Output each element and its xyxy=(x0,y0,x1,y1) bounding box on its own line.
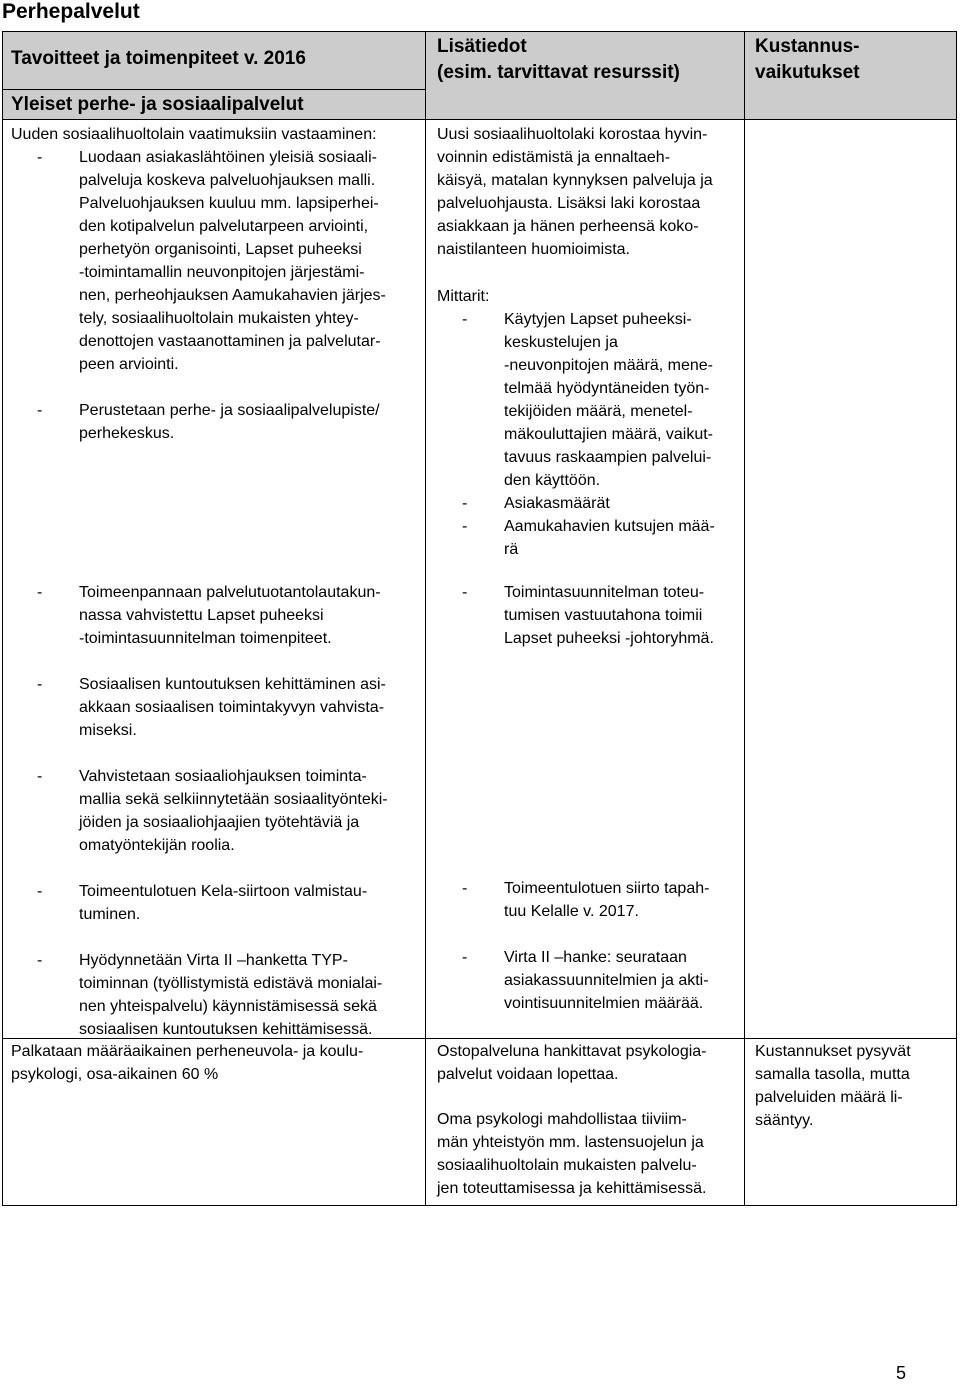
info-item: - Toimintasuunnitelman toteu- tumisen vastuutahona toimii Lapset puheeksi -johtoryhmä. xyxy=(462,581,714,650)
goal-item: - Sosiaalisen kuntoutuksen kehittäminen asi- akkaan sosiaalisen toimintakyvyn vahvista- miseksi. xyxy=(37,673,388,742)
goal-item: - Toimeentulotuen Kela-siirtoon valmistau- tuminen. xyxy=(37,880,388,926)
goal-item: - Luodaan asiakaslähtöinen yleisiä sosiaali- palveluja koskeva palveluohjauksen malli. Palveluohjauksen kuuluu mm. lapsiperhei- den kotipalvelun palvelutarpeen arviointi, perhetyön organisointi, Lapset puheeksi -toimintamallin neuvonpitojen järjestämi- nen, perheohjauksen Aamukahavien järjes- tely, sosiaalihuoltolain mukaisten yhtey- denottojen vastaanottaminen ja palvelutar- peen arviointi. xyxy=(37,146,386,376)
metric-item: - Käytyjen Lapset puheeksi- keskustelujen ja -neuvonpitojen määrä, mene- telmää hyödyntäneiden työn- tekijöiden määrä, menetel- mäkouluttajien määrä, vaikut- tavuus raskaampien palvelui- den käyttöön. xyxy=(462,308,715,492)
metric-item: - Asiakasmäärät xyxy=(462,492,715,515)
table-col-divider-1 xyxy=(425,31,426,1206)
table-border-bottom xyxy=(2,1205,957,1206)
goals-list-2 xyxy=(37,581,388,1041)
page-title: Perhepalvelut xyxy=(2,0,140,23)
info-paragraph: Uusi sosiaalihuoltolaki korostaa hyvin- voinnin edistämistä ja ennaltaeh- käisyä, matalan kynnyksen palveluja ja palveluohjausta. Lisäksi laki korostaa asiakkaan ja hänen perheensä koko- naistilanteen huomioimista. xyxy=(437,126,713,258)
page-number: 5 xyxy=(895,1363,906,1383)
goals-intro: Uuden sosiaalihuoltolain vaatimuksiin vastaaminen: xyxy=(11,126,377,143)
metrics-list xyxy=(462,308,715,561)
metrics-label: Mittarit: xyxy=(437,288,490,305)
table-rule-header xyxy=(2,119,957,120)
header-cost-effects: Kustannus- vaikutukset xyxy=(755,36,860,83)
goal-item: - Toimeenpannaan palvelutuotantolautakun- nassa vahvistettu Lapset puheeksi -toimintasuunnitelman toimenpiteet. xyxy=(37,581,388,650)
metric-item: - Aamukahavien kutsujen mää- rä xyxy=(462,515,715,561)
goal-item: - Vahvistetaan sosiaaliohjauksen toiminta- mallia sekä selkiinnytetään sosiaalityönteki- jöiden ja sosiaaliohjaajien työtehtäviä ja omatyöntekijän roolia. xyxy=(37,765,388,857)
info-item: - Virta II –hanke: seurataan asiakassuunnitelmien ja akti- vointisuunnitelmien määrää. xyxy=(462,946,709,1015)
info-list-1 xyxy=(462,581,714,650)
table-border-right xyxy=(956,31,957,1206)
info-item: - Toimeentulotuen siirto tapah- tuu Kelalle v. 2017. xyxy=(462,877,709,923)
header-goals: Tavoitteet ja toimenpiteet v. 2016 xyxy=(11,48,306,69)
table-border-left xyxy=(2,31,3,1206)
info-list-2 xyxy=(462,877,709,1015)
header-additional-info: Lisätiedot (esim. tarvittavat resurssit) xyxy=(437,36,680,83)
goal-item: - Perustetaan perhe- ja sosiaalipalvelupiste/ perhekeskus. xyxy=(37,399,386,445)
info-own-psychologist: Oma psykologi mahdollistaa tiiviim- män yhteistyön mm. lastensuojelun ja sosiaalihuoltolain mukaisten palvelu- jen toteuttamisessa ja kehittämisessä. xyxy=(437,1111,707,1197)
goals-list-1 xyxy=(37,146,386,445)
table-col-divider-2 xyxy=(744,31,745,1206)
goal-psychologist: Palkataan määräaikainen perheneuvola- ja koulu- psykologi, osa-aikainen 60 % xyxy=(11,1043,364,1083)
info-psychology-services: Ostopalveluna hankittavat psykologia- palvelut voidaan lopettaa. xyxy=(437,1043,707,1083)
header-section: Yleiset perhe- ja sosiaalipalvelut xyxy=(11,94,304,115)
cost-effect-text: Kustannukset pysyvät samalla tasolla, mutta palveluiden määrä li- sääntyy. xyxy=(755,1043,911,1129)
goal-item: - Hyödynnetään Virta II –hanketta TYP- toiminnan (työllistymistä edistävä monialai- nen yhteispalvelu) käynnistämisessä sekä sosiaalisen kuntoutuksen kehittämisessä. xyxy=(37,949,388,1041)
